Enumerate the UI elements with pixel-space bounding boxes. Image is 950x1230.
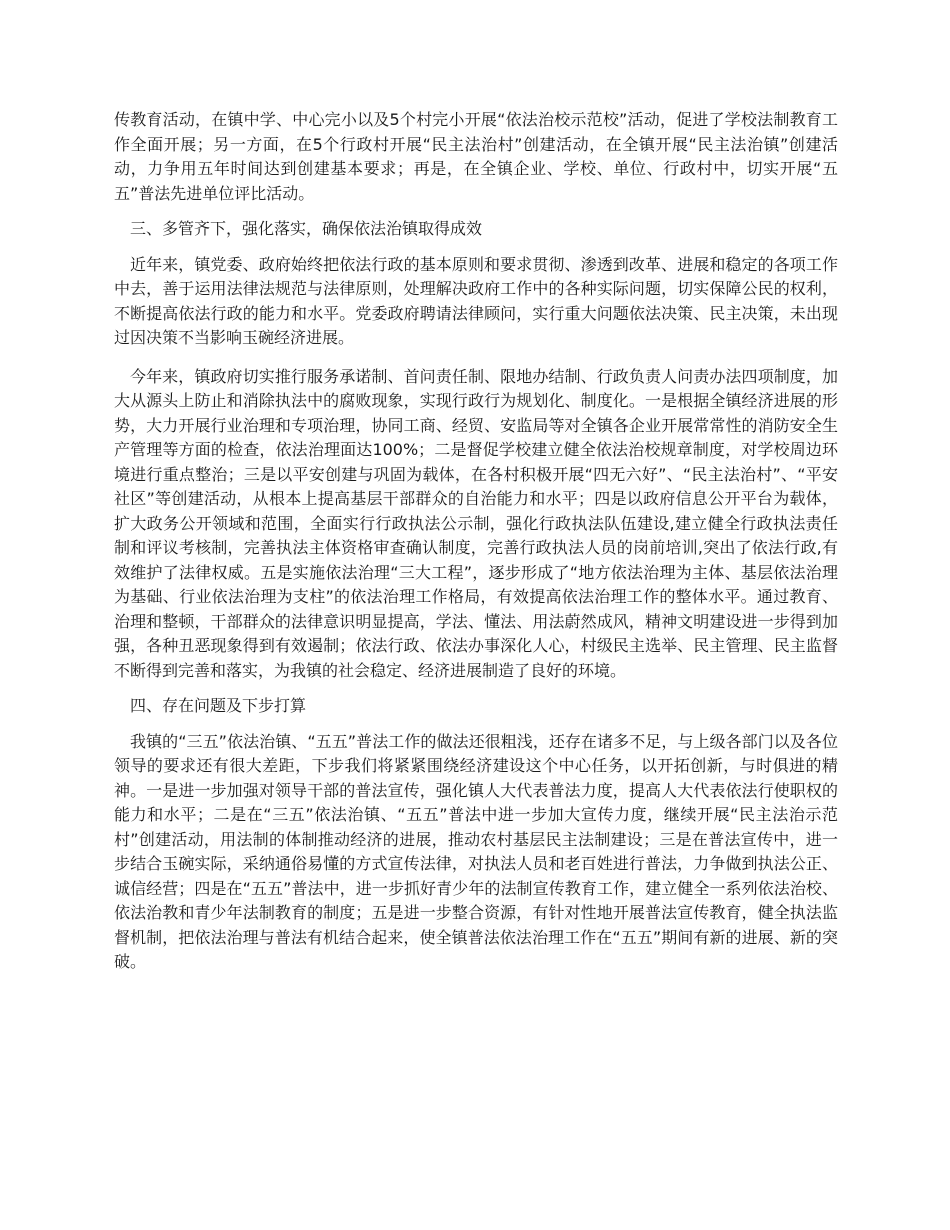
paragraph-continuation: 传教育活动，在镇中学、中心完小以及5个村完小开展“依法治校示范校”活动，促进了学校法制教育工作全面开展；另一方面，在5个行政村开展“民主法治村”创建活动，在全镇开展“民主法治镇”创建活动，力争用五年时间达到创建基本要求；再是，在全镇企业、学校、单位、行政村中，切实开展“五五”普法先进单位评比活动。: [114, 110, 838, 203]
paragraph-problems-plans: 我镇的“三五”依法治镇、“五五”普法工作的做法还很粗浅，还存在诸多不足，与上级各部门以及各位领导的要求还有很大差距，下步我们将紧紧围绕经济建设这个中心任务，以开拓创新，与时俱进的精神。一是进一步加强对领导干部的普法宣传，强化镇人大代表普法力度，提高人大代表依法行使职权的能力和水平；二是在“三五”依法治镇、“五五”普法中进一步加大宣传力度，继续开展“民主法治示范村”创建活动，用法制的体制推动经济的进展，推动农村基层民主法制建设；三是在普法宣传中，进一步结合玉碗实际，采纳通俗易懂的方式宣传法律，对执法人员和老百姓进行普法，力争做到执法公正、诚信经营；四是在“五五”普法中，进一步抓好青少年的法制宣传教育工作，建立健全一系列依法治校、依法治教和青少年法制教育的制度；五是进一步整合资源，有针对性地开展普法宣传教育，健全执法监督机制，把依法治理与普法有机结合起来，使全镇普法依法治理工作在“五五”期间有新的进展、新的突破。: [114, 731, 838, 971]
document-page: [114, 108, 838, 975]
section-heading-three: 三、多管齐下，强化落实，确保依法治镇取得成效: [130, 219, 483, 238]
paragraph-recent-years: 近年来，镇党委、政府始终把依法行政的基本原则和要求贯彻、渗透到改革、进展和稳定的各项工作中去，善于运用法律法规范与法律原则，处理解决政府工作中的各种实际问题，切实保障公民的权利，不断提高依法行政的能力和水平。党委政府聘请法律顾问，实行重大问题依法决策、民主决策，未出现过因决策不当影响玉碗经济进展。: [114, 254, 838, 347]
paragraph-this-year: 今年来，镇政府切实推行服务承诺制、首问责任制、限地办结制、行政负责人问责办法四项制度，加大从源头上防止和消除执法中的腐败现象，实现行政行为规划化、制度化。一是根据全镇经济进展的形势，大力开展行业治理和专项治理，协同工商、经贸、安监局等对全镇各企业开展常常性的消防安全生产管理等方面的检查，依法治理面达100%；二是督促学校建立健全依法治校规章制度，对学校周边环境进行重点整治；三是以平安创建与巩固为载体，在各村积极开展“四无六好”、“民主法治村”、“平安社区”等创建活动，从根本上提高基层干部群众的自治能力和水平；四是以政府信息公开平台为载体，扩大政务公开领域和范围，全面实行行政执法公示制，强化行政执法队伍建设,建立健全行政执法责任制和评议考核制，完善执法主体资格审查确认制度，完善行政执法人员的岗前培训,突出了依法行政,有效维护了法律权威。五是实施依法治理“三大工程”，逐步形成了“地方依法治理为主体、基层依法治理为基础、行业依法治理为支柱”的依法治理工作格局，有效提高依法治理工作的整体水平。通过教育、治理和整顿，干部群众的法律意识明显提高，学法、懂法、用法蔚然成风，精神文明建设进一步得到加强，各种丑恶现象得到有效遏制；依法行政、依法办事深化人心，村级民主选举、民主管理、民主监督不断得到完善和落实，为我镇的社会稳定、经济进展制造了良好的环境。: [114, 366, 838, 680]
section-heading-four: 四、存在问题及下步打算: [130, 696, 307, 715]
